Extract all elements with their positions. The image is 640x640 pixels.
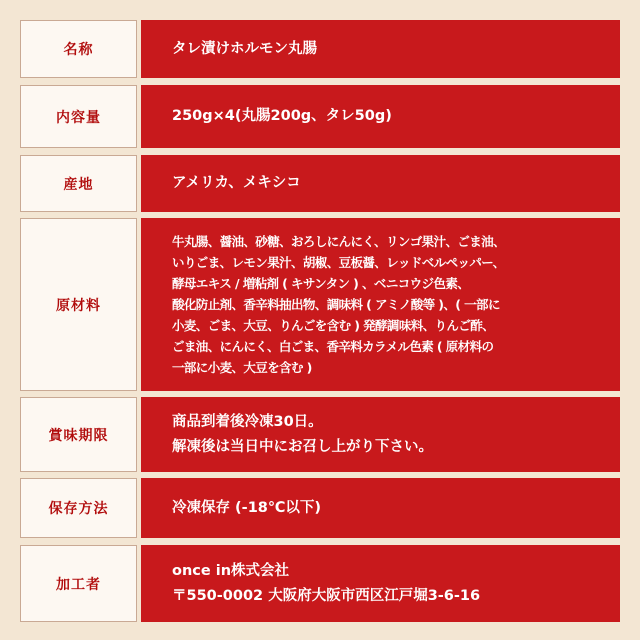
row-value [141, 397, 620, 472]
row-label: 保存方法 [20, 478, 137, 538]
row-value [141, 85, 620, 148]
value-line: いりごま、レモン果汁、胡椒、豆板醤、レッドベルペッパー、 [172, 255, 505, 270]
spec-row-processor [20, 545, 620, 622]
row-label: 内容量 [20, 85, 137, 148]
row-value [141, 155, 620, 212]
row-label: 賞味期限 [20, 397, 137, 472]
spec-row-origin [20, 155, 620, 212]
value-line: 一部に小麦、大豆を含む ) [172, 360, 312, 375]
value-line: once in株式会社 [172, 562, 290, 579]
row-label: 加工者 [20, 545, 137, 622]
value-line: 酸化防止剤、香辛料抽出物、調味料 ( アミノ酸等 )、( 一部に [172, 297, 500, 312]
spec-row-ingredients [20, 218, 620, 391]
row-value [141, 545, 620, 622]
row-value [141, 478, 620, 538]
row-label: 産地 [20, 155, 137, 212]
row-label: 原材料 [20, 218, 137, 391]
row-value [141, 20, 620, 78]
spec-row-expiry [20, 397, 620, 472]
row-value [141, 218, 620, 391]
spec-row-contents [20, 85, 620, 148]
value-line: ごま油、にんにく、白ごま、香辛料カラメル色素 ( 原材料の [172, 339, 494, 354]
value-line: 冷凍保存 (-18℃以下) [172, 499, 322, 516]
value-line: 〒550-0002 大阪府大阪市西区江戸堀3-6-16 [172, 587, 481, 604]
spec-row-name [20, 20, 620, 78]
value-line: タレ漬けホルモン丸腸 [172, 40, 317, 57]
value-line: 小麦、ごま、大豆、りんごを含む ) 発酵調味料、りんご酢、 [172, 318, 495, 333]
value-line: 商品到着後冷凍30日。 [172, 413, 323, 430]
row-label: 名称 [20, 20, 137, 78]
value-line: 250g×4(丸腸200g、タレ50g) [172, 108, 392, 124]
spec-row-storage [20, 478, 620, 538]
value-line: 牛丸腸、醤油、砂糖、おろしにんにく、リンゴ果汁、ごま油、 [172, 234, 505, 249]
value-line: アメリカ、メキシコ [172, 175, 301, 191]
value-line: 酵母エキス / 増粘剤 ( キサンタン ) 、ベニコウジ色素、 [172, 276, 470, 291]
value-line: 解凍後は当日中にお召し上がり下さい。 [172, 438, 433, 455]
